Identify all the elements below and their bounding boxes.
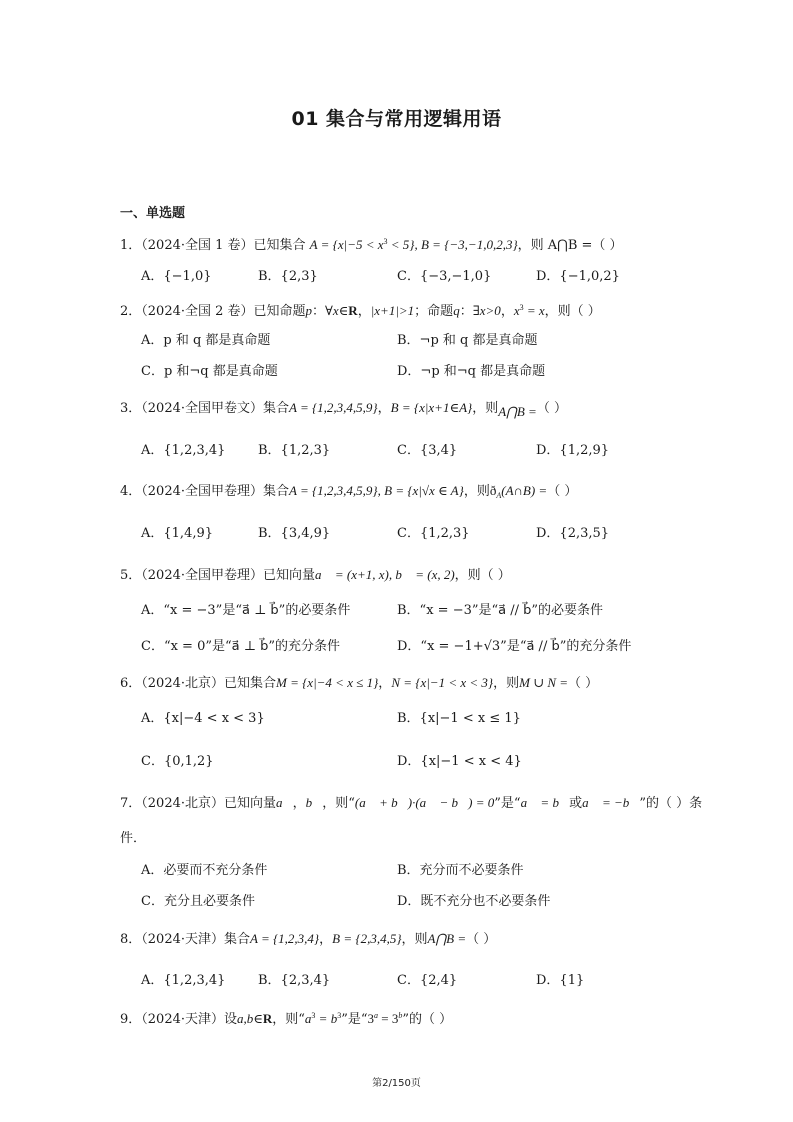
q1-option-a[interactable]: A．{−1,0}: [141, 269, 212, 284]
q8-option-b[interactable]: B．{2,3,4}: [258, 973, 331, 988]
q6-tail: （ ）: [568, 676, 599, 691]
q8-mid: ，: [319, 932, 333, 947]
q5-prefix: 5．（2024·全国甲卷理）已知向量: [120, 568, 315, 583]
q5-math: a⃗ = (x+1, x), b⃗ = (x, 2): [315, 567, 455, 582]
q9-prefix: 9．（2024·天津）设: [120, 1012, 237, 1027]
q7-eq2: a⃗ = −b⃗: [582, 795, 640, 810]
question-5-stem: [120, 565, 511, 586]
q8-option-d[interactable]: D．{1}: [536, 973, 585, 988]
q2-x: x: [513, 303, 520, 318]
q3-option-a[interactable]: A．{1,2,3,4}: [141, 443, 226, 458]
q9-mid2: ”是“: [341, 1012, 368, 1027]
q6-option-c[interactable]: C．{0,1,2}: [141, 754, 214, 769]
q8-suffix: ，则: [401, 932, 428, 947]
q1-option-b[interactable]: B．{2,3}: [258, 269, 318, 284]
q9-a: a: [304, 1011, 312, 1026]
q6-suffix: ，则: [493, 676, 520, 691]
q3-math2: B = {x|x+1∈A}: [390, 400, 473, 415]
q7-option-c[interactable]: C．充分且必要条件: [141, 894, 255, 909]
question-8-stem: [120, 929, 496, 950]
q6-math: M = {x|−4 < x ≤ 1}: [276, 675, 379, 690]
q7-a: a⃗: [276, 795, 293, 810]
q7-eq1: a⃗ = b⃗: [520, 795, 570, 810]
q7-mid4: 或: [569, 796, 583, 811]
q9-sup1: 3: [311, 1011, 316, 1020]
q4-option-c[interactable]: C．{1,2,3}: [397, 526, 470, 541]
q9-base1: 3: [367, 1011, 374, 1026]
q7-mid1: ，: [292, 796, 306, 811]
question-7-stem: [120, 793, 702, 814]
q8-math: A = {1,2,3,4}: [250, 931, 320, 946]
q2-option-c[interactable]: C．p 和¬q 都是真命题: [141, 364, 278, 379]
question-9-stem: [120, 1006, 452, 1030]
q4-complement-sub: A: [496, 491, 502, 500]
q3-tail: （ ）: [536, 401, 567, 416]
q8-math2: B = {2,3,4,5}: [332, 931, 402, 946]
question-1-stem: [120, 232, 623, 256]
q4-tail: （ ）: [547, 484, 578, 499]
question-3-stem: [120, 398, 567, 419]
q8-math3: A⋂B =: [427, 931, 467, 946]
q7-mid2: ，则“: [322, 796, 355, 811]
q5-option-a[interactable]: A．“x = −3”是“a⃗ ⊥ b⃗”的必要条件: [141, 603, 351, 618]
q7-option-b[interactable]: B．充分而不必要条件: [397, 863, 524, 878]
q9-sup3: a: [374, 1011, 378, 1020]
q7-mid3: ”是“: [494, 796, 521, 811]
q7-continuation: 件．: [120, 831, 147, 846]
q3-math3: A⋂B =: [498, 404, 537, 419]
q8-option-a[interactable]: A．{1,2,3,4}: [141, 973, 226, 988]
q2-eq: = x: [523, 303, 545, 318]
q2-option-d[interactable]: D．¬p 和¬q 都是真命题: [397, 364, 546, 379]
q6-option-d[interactable]: D．{x|−1 < x < 4}: [397, 754, 522, 769]
q9-base2: = 3: [378, 1011, 399, 1026]
q3-option-c[interactable]: C．{3,4}: [397, 443, 458, 458]
q5-option-d[interactable]: D．“x = −1+√3”是“a⃗ // b⃗”的充分条件: [397, 639, 632, 654]
q2-prefix: 2．（2024·全国 2 卷）已知命题: [120, 304, 306, 319]
q4-math2: (A∩B) =: [501, 483, 548, 498]
q6-math2: N = {x|−1 < x < 3}: [391, 675, 494, 690]
q2-p: p: [305, 303, 313, 318]
q1-option-d[interactable]: D．{−1,0,2}: [536, 269, 620, 284]
q9-suffix: ”的（ ）: [402, 1012, 453, 1027]
q8-prefix: 8．（2024·天津）集合: [120, 932, 250, 947]
q3-option-d[interactable]: D．{1,2,9}: [536, 443, 610, 458]
q4-complement: ð: [489, 483, 497, 498]
q1-option-c[interactable]: C．{−3,−1,0}: [397, 269, 492, 284]
question-4-stem: [120, 481, 577, 506]
q2-mid1: ：: [312, 304, 326, 319]
q4-prefix: 4．（2024·全国甲卷理）集合: [120, 484, 289, 499]
q4-option-b[interactable]: B．{3,4,9}: [258, 526, 331, 541]
q3-prefix: 3．（2024·全国甲卷文）集合: [120, 401, 289, 416]
q7-b: b⃗: [305, 795, 323, 810]
q9-ab: a,b∈: [237, 1011, 263, 1026]
q1-prefix: 1．（2024·全国 1 卷）已知集合: [120, 238, 306, 253]
section-heading: 一、单选题: [120, 206, 186, 221]
q8-option-c[interactable]: C．{2,4}: [397, 973, 458, 988]
q2-mid4: ：: [459, 304, 473, 319]
q7-expr: (a⃗ + b⃗)·(a⃗ − b⃗) = 0: [354, 795, 495, 810]
q7-option-a[interactable]: A．必要而不充分条件: [141, 863, 268, 878]
q1-sup: 3: [383, 237, 388, 246]
page-number: 第2/150页: [372, 1078, 421, 1089]
q7-prefix: 7．（2024·北京）已知向量: [120, 796, 276, 811]
q2-option-a[interactable]: A．p 和 q 都是真命题: [141, 333, 271, 348]
q1-math: A = {x|−5 < x: [309, 237, 384, 252]
q4-suffix: ，则: [463, 484, 490, 499]
q2-option-b[interactable]: B．¬p 和 q 都是真命题: [397, 333, 538, 348]
q2-q: q: [453, 303, 460, 318]
q3-suffix: ，则: [472, 401, 499, 416]
q9-b: = b: [315, 1011, 338, 1026]
q6-prefix: 6．（2024·北京）已知集合: [120, 676, 276, 691]
q2-reals: R: [348, 303, 358, 318]
question-2-stem: [120, 298, 601, 322]
q2-sup: 3: [519, 303, 524, 312]
q6-option-b[interactable]: B．{x|−1 < x ≤ 1}: [397, 711, 521, 726]
q1-suffix: ，则 A⋂B =（ ）: [517, 238, 623, 253]
q1-math2: < 5}, B = {−3,−1,0,2,3}: [387, 237, 518, 252]
q2-suffix: ，则（ ）: [544, 304, 601, 319]
q2-mid5: ，: [500, 304, 514, 319]
q4-option-d[interactable]: D．{2,3,5}: [536, 526, 610, 541]
q8-tail: （ ）: [466, 932, 497, 947]
q4-option-a[interactable]: A．{1,4,9}: [141, 526, 214, 541]
page-title: 01 集合与常用逻辑用语: [291, 108, 502, 130]
q2-forall: ∀x∈: [325, 303, 349, 318]
q5-option-c[interactable]: C．“x = 0”是“a⃗ ⊥ b⃗”的充分条件: [141, 639, 340, 654]
q9-sup4: b: [398, 1011, 403, 1020]
q9-sup2: 3: [337, 1011, 342, 1020]
q2-mid2: ，: [357, 304, 371, 319]
q3-math: A = {1,2,3,4,5,9}: [289, 400, 378, 415]
q5-suffix: ，则（ ）: [454, 568, 511, 583]
q2-abs: |x+1|>1: [370, 303, 415, 318]
question-6-stem: [120, 673, 598, 694]
q9-reals: R: [262, 1011, 273, 1026]
q2-mid3: ；命题: [414, 304, 454, 319]
q4-math: A = {1,2,3,4,5,9}, B = {x|√x ∈ A}: [289, 483, 464, 498]
q2-exists: ∃x>0: [472, 303, 501, 318]
q3-mid: ，: [377, 401, 391, 416]
q7-option-d[interactable]: D．既不充分也不必要条件: [397, 894, 551, 909]
q6-option-a[interactable]: A．{x|−4 < x < 3}: [141, 711, 265, 726]
q6-math3: M ∪ N =: [519, 675, 569, 690]
q9-mid1: ，则“: [272, 1012, 305, 1027]
q3-option-b[interactable]: B．{1,2,3}: [258, 443, 331, 458]
q6-mid: ，: [378, 676, 392, 691]
q5-option-b[interactable]: B．“x = −3”是“a⃗ // b⃗”的必要条件: [397, 603, 604, 618]
q7-suffix: ”的（ ）条: [639, 796, 703, 811]
